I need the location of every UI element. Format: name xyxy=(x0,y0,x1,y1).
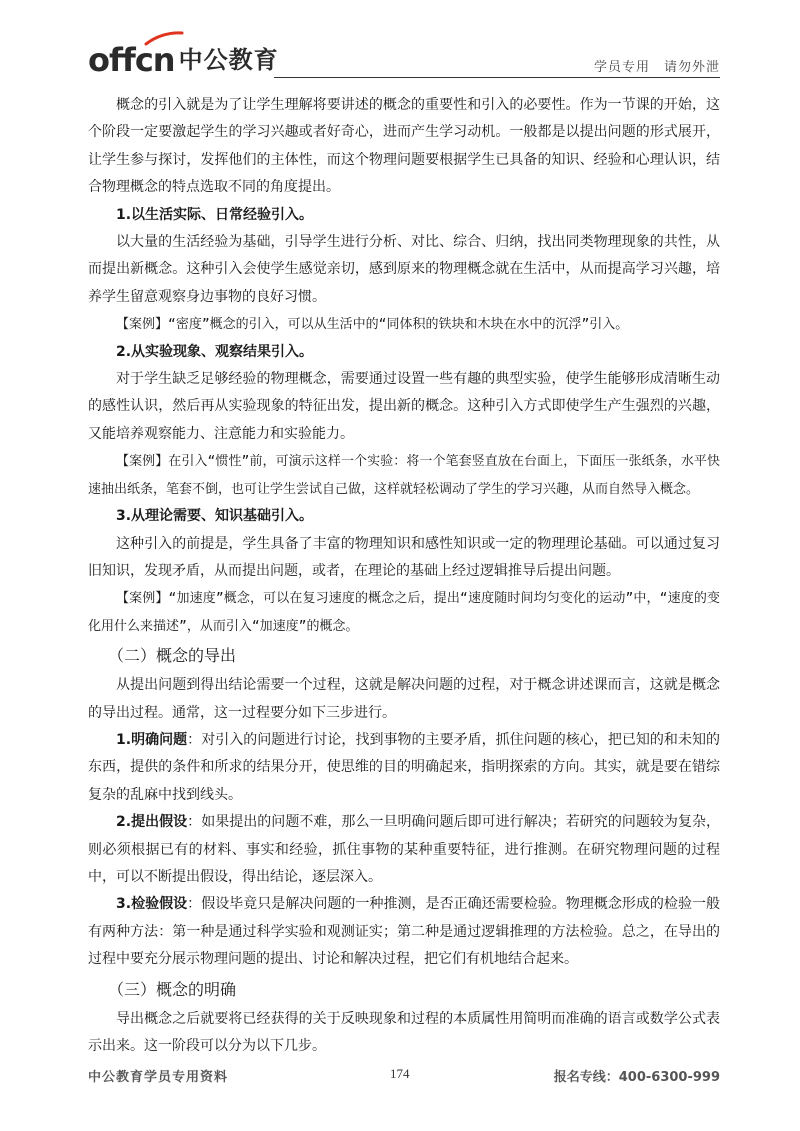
step-2-title: 2.提出假设 xyxy=(116,814,188,831)
footer-hotline: 报名专线：400-6300-999 xyxy=(553,1070,720,1085)
paragraph-5: 导出概念之后就要将已经获得的关于反映现象和过程的本质属性用简明而准确的语言或数学公式表示出来。这一阶段可以分为以下几步。 xyxy=(88,1010,720,1054)
logo-wordmark: offcn xyxy=(88,41,175,79)
paragraph-3: 这种引入的前提是，学生具备了丰富的物理知识和感性知识或一定的物理理论基础。可以通过复习旧知识，发现矛盾，从而提出问题，或者，在理论的基础上经过逻辑推导后提出问题。 xyxy=(88,535,720,579)
case-example-2: 【案例】在引入“惯性”前，可演示这样一个实验：将一个笔套竖直放在台面上，下面压一张纸条，水平快速抽出纸条，笔套不倒，也可让学生尝试自己做，这样就轻松调动了学生的学习兴趣，从而自然导入概念。 xyxy=(88,454,720,497)
header-divider xyxy=(274,77,720,78)
step-2 xyxy=(88,809,720,891)
step-2-text: ：如果提出的问题不难，那么一旦明确问题后即可进行解决；若研究的问题较为复杂，则必须根据已有的材料、事实和经验，抓住事物的某种重要特征，进行推测。在研究物理问题的过程中，可以不断提出假设，得出结论，逐层深入。 xyxy=(88,814,720,885)
case-example-3: 【案例】“加速度”概念，可以在复习速度的概念之后，提出“速度随时间均匀变化的运动”中，“速度的变化用什么来描述”，从而引入“加速度”的概念。 xyxy=(88,591,720,634)
offcn-logo xyxy=(88,36,279,80)
paragraph-4: 从提出问题到得出结论需要一个过程，这就是解决问题的过程，对于概念讲述课而言，这就是概念的导出过程。通常，这一过程要分如下三步进行。 xyxy=(88,677,720,721)
footer-source: 中公教育学员专用资料 xyxy=(88,1070,229,1085)
subheading-2: 2.从实验现象、观察结果引入。 xyxy=(116,343,314,360)
subheading-1: 1.以生活实际、日常经验引入。 xyxy=(116,206,314,223)
logo-swoosh-icon xyxy=(144,30,184,46)
step-3-title: 3.检验假设 xyxy=(116,896,188,913)
section-heading-3: （三）概念的明确 xyxy=(108,979,237,999)
paragraph-1: 以大量的生活经验为基础，引导学生进行分析、对比、综合、归纳，找出同类物理现象的共性，从而提出新概念。这种引入会使学生感觉亲切，感到原来的物理概念就在生活中，从而提高学习兴趣，培养学生留意观察身边事物的良好习惯。 xyxy=(88,234,720,305)
page-footer xyxy=(88,1066,720,1090)
section-heading-2: （二）概念的导出 xyxy=(108,646,237,666)
step-1-text: ：对引入的问题进行讨论，找到事物的主要矛盾，抓住问题的核心，把已知的和未知的东西，提供的条件和所求的结果分开，使思维的目的明确起来，指明探索的方向。其实，就是要在错综复杂的乱麻中找到线头。 xyxy=(88,731,720,803)
paragraph-2: 对于学生缺乏足够经验的物理概念，需要通过设置一些有趣的典型实验，使学生能够形成清晰生动的感性认识，然后再从实验现象的特征出发，提出新的概念。这种引入方式即使学生产生强烈的兴趣，又能培养观察能力、注意能力和实验能力。 xyxy=(88,371,720,442)
logo-chinese-name: 中公教育 xyxy=(178,46,279,74)
step-3-text: ：假设毕竟只是解决问题的一种推测，是否正确还需要检验。物理概念形成的检验一般有两种方法：第一种是通过科学实验和观测证实；第二种是通过逻辑推理的方法检验。总之，在导出的过程中要充分展示物理问题的提出、讨论和解决过程，把它们有机地结合起来。 xyxy=(88,896,720,968)
step-1 xyxy=(88,727,720,809)
header-confidential-tag: 学员专用 请勿外泄 xyxy=(593,60,720,75)
case-example-1: 【案例】“密度”概念的引入，可以从生活中的“同体积的铁块和木块在水中的沉浮”引入。 xyxy=(116,317,629,333)
page-header xyxy=(88,36,720,86)
document-body xyxy=(88,92,720,1060)
intro-paragraph: 概念的引入就是为了让学生理解将要讲述的概念的重要性和引入的必要性。作为一节课的开始，这个阶段一定要激起学生的学习兴趣或者好奇心，进而产生学习动机。一般都是以提出问题的形式展开，让学生参与探讨，发挥他们的主体性，而这个物理问题要根据学生已具备的知识、经验和心理认识，结合物理概念的特点选取不同的角度提出。 xyxy=(88,97,720,196)
subheading-3: 3.从理论需要、知识基础引入。 xyxy=(116,508,314,525)
page-number: 174 xyxy=(390,1066,410,1081)
step-1-title: 1.明确问题 xyxy=(116,731,188,748)
step-3 xyxy=(88,891,720,973)
